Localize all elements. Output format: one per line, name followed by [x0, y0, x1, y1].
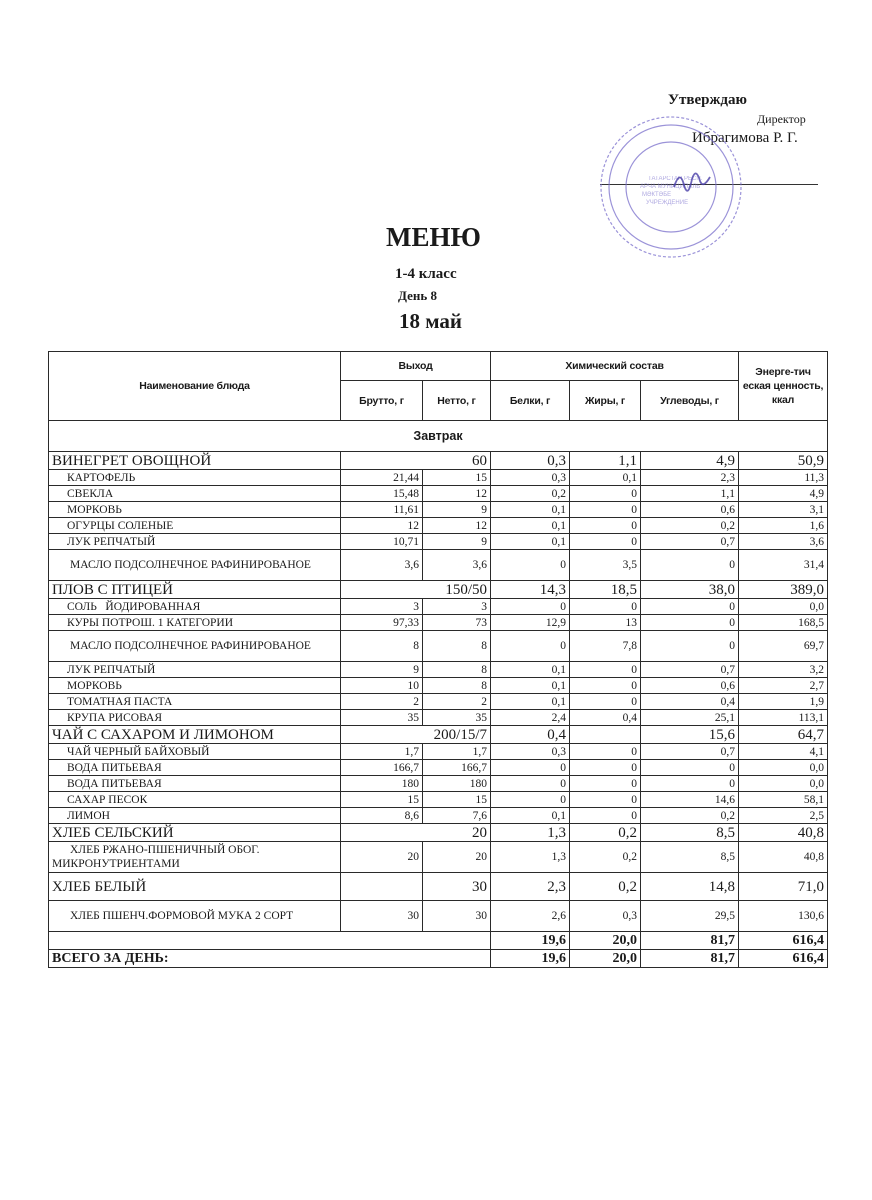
ingredient-row: [49, 599, 828, 615]
ingredient-protein: 0: [491, 550, 570, 581]
dish-fat: [570, 726, 641, 744]
dish-carbs: 4,9: [641, 452, 739, 470]
dish-output: 20: [341, 824, 491, 842]
ingredient-name: ЧАЙ ЧЕРНЫЙ БАЙХОВЫЙ: [49, 744, 341, 760]
ingredient-energy: 2,5: [739, 808, 828, 824]
svg-text:МӘКТӘБЕ: МӘКТӘБЕ: [642, 192, 672, 198]
ingredient-name: ХЛЕБ РЖАНО-ПШЕНИЧНЫЙ ОБОГ. МИКРОНУТРИЕНТАМИ: [49, 842, 341, 873]
ingredient-fat: 13: [570, 615, 641, 631]
col-header-netto: Нетто, г: [423, 381, 491, 421]
ingredient-name: СОЛЬ ЙОДИРОВАННАЯ: [49, 599, 341, 615]
dish-carbs: 38,0: [641, 581, 739, 599]
col-header-brutto: Брутто, г: [341, 381, 423, 421]
approval-title: Утверждаю: [668, 92, 747, 108]
ingredient-fat: 0: [570, 518, 641, 534]
ingredient-protein: 2,4: [491, 710, 570, 726]
day-total-energy: 616,4: [739, 950, 828, 968]
day-total-carbs: 81,7: [641, 950, 739, 968]
dish-energy: 389,0: [739, 581, 828, 599]
date-label: 18 май: [399, 309, 463, 333]
ingredient-fat: 0: [570, 776, 641, 792]
ingredient-fat: 0: [570, 792, 641, 808]
ingredient-name: КАРТОФЕЛЬ: [49, 470, 341, 486]
ingredient-row: [49, 486, 828, 502]
ingredient-protein: 12,9: [491, 615, 570, 631]
ingredient-fat: 0: [570, 534, 641, 550]
ingredient-brutto: 21,44: [341, 470, 423, 486]
ingredient-energy: 69,7: [739, 631, 828, 662]
dish-fat: 1,1: [570, 452, 641, 470]
ingredient-carbs: 0: [641, 776, 739, 792]
ingredient-netto: 1,7: [423, 744, 491, 760]
ingredient-fat: 0,4: [570, 710, 641, 726]
ingredient-carbs: 0,2: [641, 518, 739, 534]
ingredient-netto: 15: [423, 792, 491, 808]
ingredient-row: [49, 792, 828, 808]
ingredient-energy: 2,7: [739, 678, 828, 694]
ingredient-fat: 0: [570, 760, 641, 776]
dish-output: 200/15/7: [341, 726, 491, 744]
ingredient-protein: 0,1: [491, 502, 570, 518]
ingredient-netto: 20: [423, 842, 491, 873]
ingredient-fat: 0: [570, 678, 641, 694]
ingredient-protein: 0,1: [491, 662, 570, 678]
ingredient-fat: 0: [570, 694, 641, 710]
dish-row: [49, 581, 828, 599]
ingredient-brutto: 8: [341, 631, 423, 662]
dish-row: [49, 824, 828, 842]
ingredient-name: КРУПА РИСОВАЯ: [49, 710, 341, 726]
ingredient-brutto: 12: [341, 518, 423, 534]
ingredient-name: ОГУРЦЫ СОЛЕНЫЕ: [49, 518, 341, 534]
dish-carbs: 14,8: [641, 873, 739, 901]
ingredient-protein: 0: [491, 792, 570, 808]
svg-text:УЧРЕЖДЕНИЕ: УЧРЕЖДЕНИЕ: [646, 200, 689, 206]
ingredient-protein: 0,2: [491, 486, 570, 502]
dish-output: 150/50: [341, 581, 491, 599]
ingredient-fat: 0,3: [570, 901, 641, 932]
ingredient-carbs: 0,6: [641, 502, 739, 518]
ingredient-energy: 3,1: [739, 502, 828, 518]
ingredient-carbs: 0,7: [641, 534, 739, 550]
ingredient-carbs: 0: [641, 599, 739, 615]
ingredient-energy: 113,1: [739, 710, 828, 726]
ingredient-fat: 0: [570, 486, 641, 502]
day-total-protein: 19,6: [491, 950, 570, 968]
ingredient-energy: 0,0: [739, 599, 828, 615]
dish-energy: 40,8: [739, 824, 828, 842]
ingredient-row: [49, 502, 828, 518]
ingredient-netto: 9: [423, 502, 491, 518]
dish-brutto-empty: [341, 873, 423, 901]
ingredient-protein: 0: [491, 776, 570, 792]
ingredient-brutto: 30: [341, 901, 423, 932]
ingredient-energy: 1,9: [739, 694, 828, 710]
dish-energy: 50,9: [739, 452, 828, 470]
ingredient-carbs: 25,1: [641, 710, 739, 726]
ingredient-row: [49, 662, 828, 678]
ingredient-protein: 0: [491, 631, 570, 662]
ingredient-fat: 0: [570, 599, 641, 615]
col-header-name: Наименование блюда: [49, 352, 341, 421]
section-breakfast: Завтрак: [49, 421, 828, 452]
col-header-energy: Энерге-тич еская ценность, ккал: [739, 352, 828, 421]
ingredient-brutto: 20: [341, 842, 423, 873]
ingredient-name: САХАР ПЕСОК: [49, 792, 341, 808]
dish-protein: 0,4: [491, 726, 570, 744]
ingredient-netto: 8: [423, 662, 491, 678]
dish-output: 30: [423, 873, 491, 901]
ingredient-carbs: 0: [641, 615, 739, 631]
ingredient-fat: 0: [570, 808, 641, 824]
ingredient-netto: 180: [423, 776, 491, 792]
grade-label: 1-4 класс: [395, 266, 457, 282]
dish-protein: 1,3: [491, 824, 570, 842]
ingredient-energy: 4,1: [739, 744, 828, 760]
dish-name: ВИНЕГРЕТ ОВОЩНОЙ: [49, 452, 341, 470]
ingredient-row: [49, 694, 828, 710]
ingredient-name: ВОДА ПИТЬЕВАЯ: [49, 760, 341, 776]
ingredient-energy: 130,6: [739, 901, 828, 932]
dish-energy: 71,0: [739, 873, 828, 901]
ingredient-name: ЛУК РЕПЧАТЫЙ: [49, 662, 341, 678]
ingredient-netto: 8: [423, 631, 491, 662]
approval-name: Ибрагимова Р. Г.: [692, 130, 798, 146]
ingredient-name: МАСЛО ПОДСОЛНЕЧНОЕ РАФИНИРОВАНОЕ: [49, 631, 341, 662]
ingredient-protein: 0,3: [491, 744, 570, 760]
ingredient-carbs: 0: [641, 760, 739, 776]
ingredient-name: ЛУК РЕПЧАТЫЙ: [49, 534, 341, 550]
ingredient-name: МАСЛО ПОДСОЛНЕЧНОЕ РАФИНИРОВАНОЕ: [49, 550, 341, 581]
ingredient-brutto: 3,6: [341, 550, 423, 581]
ingredient-row: [49, 518, 828, 534]
ingredient-name: МОРКОВЬ: [49, 502, 341, 518]
dish-output: 60: [341, 452, 491, 470]
ingredient-netto: 15: [423, 470, 491, 486]
ingredient-carbs: 1,1: [641, 486, 739, 502]
ingredient-protein: 0,1: [491, 808, 570, 824]
subtotal-label-empty: [49, 932, 491, 950]
svg-text:ТАТАРСТАН РЕСП.: ТАТАРСТАН РЕСП.: [648, 176, 703, 182]
ingredient-fat: 0: [570, 502, 641, 518]
ingredient-fat: 3,5: [570, 550, 641, 581]
ingredient-carbs: 0,6: [641, 678, 739, 694]
subtotal-carbs: 81,7: [641, 932, 739, 950]
ingredient-brutto: 11,61: [341, 502, 423, 518]
approval-role: Директор: [757, 112, 806, 126]
ingredient-protein: 0,1: [491, 518, 570, 534]
ingredient-carbs: 8,5: [641, 842, 739, 873]
ingredient-brutto: 15: [341, 792, 423, 808]
ingredient-netto: 3,6: [423, 550, 491, 581]
ingredient-netto: 7,6: [423, 808, 491, 824]
dish-protein: 14,3: [491, 581, 570, 599]
ingredient-brutto: 9: [341, 662, 423, 678]
ingredient-row: [49, 470, 828, 486]
subtotal-protein: 19,6: [491, 932, 570, 950]
day-total-label: ВСЕГО ЗА ДЕНЬ:: [49, 950, 491, 968]
col-header-fat: Жиры, г: [570, 381, 641, 421]
ingredient-netto: 3: [423, 599, 491, 615]
svg-text:АРЧА МУНИЦИПАЛЬ: АРЧА МУНИЦИПАЛЬ: [640, 184, 701, 190]
col-header-carbs: Углеводы, г: [641, 381, 739, 421]
official-stamp-icon: [596, 112, 746, 262]
ingredient-netto: 2: [423, 694, 491, 710]
page-title: МЕНЮ: [386, 222, 481, 252]
dish-carbs: 8,5: [641, 824, 739, 842]
ingredient-netto: 30: [423, 901, 491, 932]
ingredient-name: ХЛЕБ ПШЕНЧ.ФОРМОВОЙ МУКА 2 СОРТ: [49, 901, 341, 932]
dish-protein: 2,3: [491, 873, 570, 901]
dish-carbs: 15,6: [641, 726, 739, 744]
ingredient-fat: 7,8: [570, 631, 641, 662]
subtotal-fat: 20,0: [570, 932, 641, 950]
ingredient-row: [49, 631, 828, 662]
ingredient-netto: 8: [423, 678, 491, 694]
ingredient-brutto: 2: [341, 694, 423, 710]
ingredient-carbs: 0,2: [641, 808, 739, 824]
ingredient-protein: 1,3: [491, 842, 570, 873]
ingredient-energy: 3,6: [739, 534, 828, 550]
ingredient-name: ЛИМОН: [49, 808, 341, 824]
ingredient-energy: 31,4: [739, 550, 828, 581]
ingredient-energy: 168,5: [739, 615, 828, 631]
ingredient-row: [49, 776, 828, 792]
dish-row: [49, 726, 828, 744]
ingredient-row: [49, 678, 828, 694]
ingredient-brutto: 10,71: [341, 534, 423, 550]
ingredient-energy: 40,8: [739, 842, 828, 873]
ingredient-fat: 0,2: [570, 842, 641, 873]
ingredient-netto: 12: [423, 518, 491, 534]
ingredient-netto: 166,7: [423, 760, 491, 776]
ingredient-energy: 0,0: [739, 760, 828, 776]
ingredient-brutto: 3: [341, 599, 423, 615]
menu-table: [48, 351, 828, 968]
dish-name: ХЛЕБ СЕЛЬСКИЙ: [49, 824, 341, 842]
ingredient-carbs: 29,5: [641, 901, 739, 932]
day-total-row: [49, 950, 828, 968]
col-header-protein: Белки, г: [491, 381, 570, 421]
col-header-output: Выход: [341, 352, 491, 381]
ingredient-row: [49, 901, 828, 932]
ingredient-carbs: 0: [641, 550, 739, 581]
dish-fat: 0,2: [570, 873, 641, 901]
dish-row: [49, 452, 828, 470]
subtotal-row: [49, 932, 828, 950]
ingredient-brutto: 35: [341, 710, 423, 726]
ingredient-protein: 0,3: [491, 470, 570, 486]
ingredient-name: СВЕКЛА: [49, 486, 341, 502]
ingredient-row: [49, 615, 828, 631]
ingredient-brutto: 15,48: [341, 486, 423, 502]
ingredient-name: ВОДА ПИТЬЕВАЯ: [49, 776, 341, 792]
ingredient-protein: 2,6: [491, 901, 570, 932]
dish-name: ПЛОВ С ПТИЦЕЙ: [49, 581, 341, 599]
dish-energy: 64,7: [739, 726, 828, 744]
ingredient-brutto: 97,33: [341, 615, 423, 631]
ingredient-protein: 0,1: [491, 694, 570, 710]
ingredient-row: [49, 808, 828, 824]
ingredient-protein: 0: [491, 760, 570, 776]
ingredient-row: [49, 550, 828, 581]
ingredient-fat: 0,1: [570, 470, 641, 486]
dish-fat: 18,5: [570, 581, 641, 599]
subtotal-energy: 616,4: [739, 932, 828, 950]
ingredient-energy: 3,2: [739, 662, 828, 678]
ingredient-carbs: 2,3: [641, 470, 739, 486]
ingredient-fat: 0: [570, 662, 641, 678]
ingredient-protein: 0: [491, 599, 570, 615]
ingredient-netto: 35: [423, 710, 491, 726]
ingredient-row: [49, 842, 828, 873]
ingredient-carbs: 14,6: [641, 792, 739, 808]
ingredient-energy: 1,6: [739, 518, 828, 534]
ingredient-row: [49, 760, 828, 776]
dish-row: [49, 873, 828, 901]
ingredient-name: ТОМАТНАЯ ПАСТА: [49, 694, 341, 710]
ingredient-protein: 0,1: [491, 534, 570, 550]
day-label: День 8: [398, 288, 437, 303]
ingredient-netto: 73: [423, 615, 491, 631]
ingredient-name: МОРКОВЬ: [49, 678, 341, 694]
ingredient-row: [49, 710, 828, 726]
ingredient-netto: 9: [423, 534, 491, 550]
ingredient-fat: 0: [570, 744, 641, 760]
ingredient-carbs: 0,7: [641, 744, 739, 760]
ingredient-energy: 4,9: [739, 486, 828, 502]
ingredient-brutto: 1,7: [341, 744, 423, 760]
ingredient-netto: 12: [423, 486, 491, 502]
ingredient-brutto: 180: [341, 776, 423, 792]
ingredient-name: КУРЫ ПОТРОШ. 1 КАТЕГОРИИ: [49, 615, 341, 631]
ingredient-carbs: 0: [641, 631, 739, 662]
ingredient-energy: 11,3: [739, 470, 828, 486]
col-header-chemistry: Химический состав: [491, 352, 739, 381]
ingredient-carbs: 0,7: [641, 662, 739, 678]
dish-name: ЧАЙ С САХАРОМ И ЛИМОНОМ: [49, 726, 341, 744]
ingredient-energy: 58,1: [739, 792, 828, 808]
dish-protein: 0,3: [491, 452, 570, 470]
ingredient-row: [49, 534, 828, 550]
ingredient-brutto: 10: [341, 678, 423, 694]
ingredient-brutto: 8,6: [341, 808, 423, 824]
day-total-fat: 20,0: [570, 950, 641, 968]
ingredient-carbs: 0,4: [641, 694, 739, 710]
ingredient-energy: 0,0: [739, 776, 828, 792]
ingredient-brutto: 166,7: [341, 760, 423, 776]
ingredient-row: [49, 744, 828, 760]
dish-name: ХЛЕБ БЕЛЫЙ: [49, 873, 341, 901]
dish-fat: 0,2: [570, 824, 641, 842]
ingredient-protein: 0,1: [491, 678, 570, 694]
